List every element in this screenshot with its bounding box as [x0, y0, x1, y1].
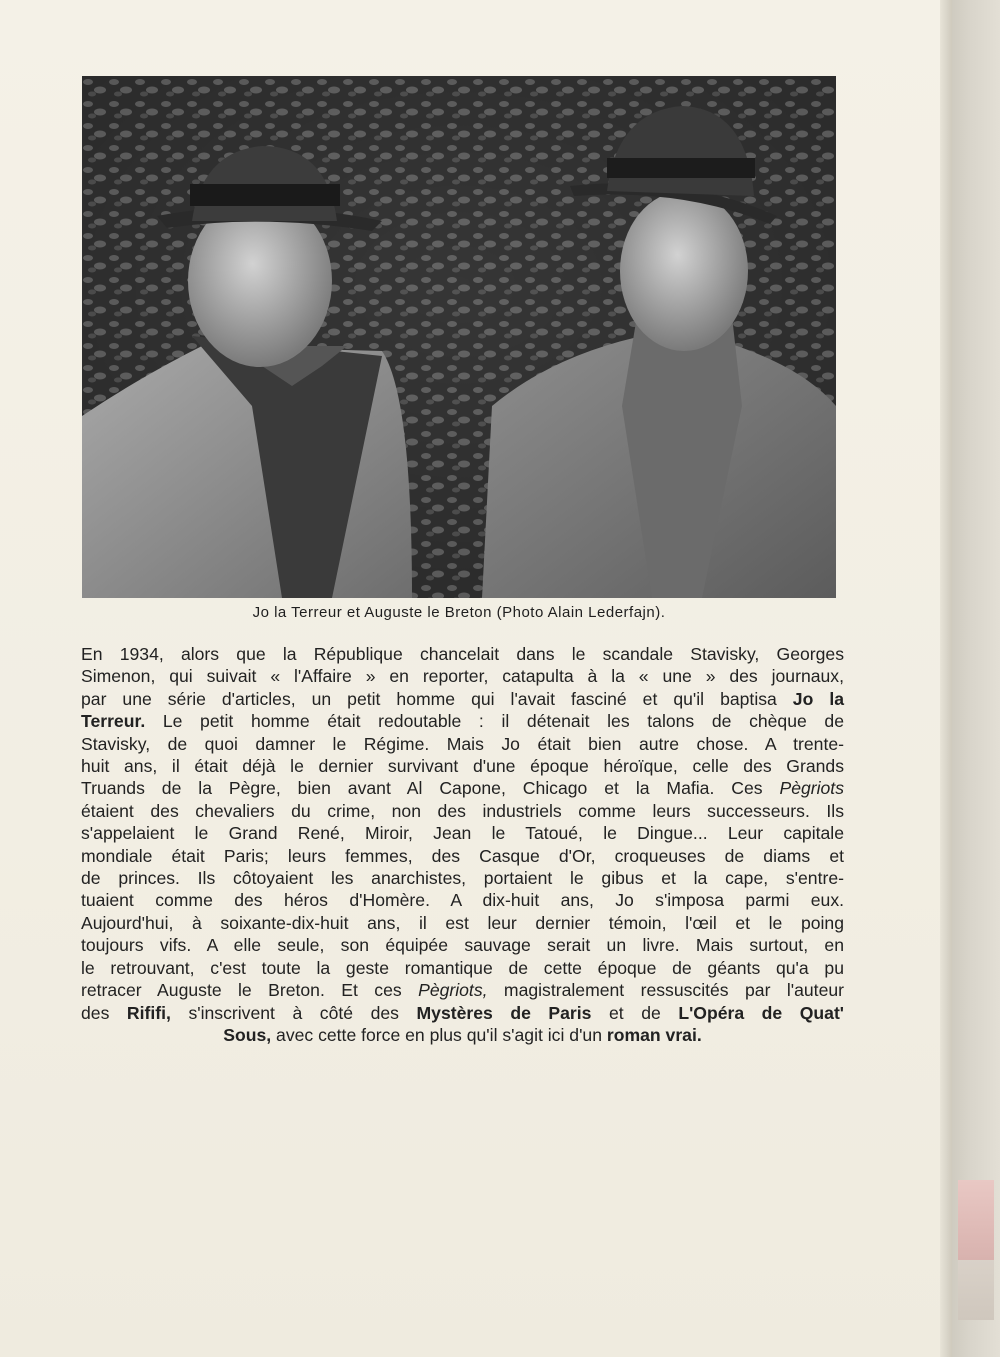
blurb-line	[81, 979, 844, 1001]
portrait-photo	[82, 76, 836, 598]
text-run: tuaient comme des héros d'Homère. A dix-huit ans, Jo s'imposa parmi eux.	[81, 890, 844, 911]
scan-edge-strip	[952, 0, 1000, 1357]
edge-color-mark	[958, 1180, 994, 1260]
blurb-line	[81, 665, 844, 687]
page-edge-shadow	[940, 0, 952, 1357]
blurb-line	[81, 755, 844, 777]
bold-text: L'Opéra de Quat'	[678, 1002, 844, 1023]
photo-caption: Jo la Terreur et Auguste le Breton (Photo Alain Lederfajn).	[252, 604, 666, 621]
text-run: étaient des chevaliers du crime, non des industriels comme leurs successeurs. Ils	[81, 800, 844, 821]
text-run: mondiale était Paris; leurs femmes, des Casque d'Or, croqueuses de diams et	[81, 845, 844, 866]
bold-text: Sous,	[223, 1024, 272, 1045]
text-run: Stavisky, de quoi damner le Régime. Mais Jo était bien autre chose. A trente-	[81, 733, 844, 754]
blurb-line	[81, 710, 844, 732]
text-run: toujours vifs. A elle seule, son équipée sauvage serait un livre. Mais surtout, en	[81, 935, 844, 956]
blurb-line	[81, 688, 844, 710]
blurb-line	[81, 912, 844, 934]
text-run: Simenon, qui suivait « l'Affaire » en reporter, catapulta à la « une » des journaux,	[81, 666, 844, 687]
bold-text: roman vrai.	[606, 1024, 702, 1045]
text-run: des	[81, 1002, 127, 1023]
blurb-line	[81, 845, 844, 867]
text-run: de princes. Ils côtoyaient les anarchistes, portaient le gibus et la cape, s'entre-	[81, 868, 844, 889]
bold-text: Jo la	[792, 688, 844, 709]
blurb-line	[81, 822, 844, 844]
blurb-line	[81, 1024, 844, 1046]
italic-text: Pègriots,	[418, 980, 488, 1001]
bold-text: Terreur.	[81, 711, 146, 732]
text-run: magistralement ressuscités par l'auteur	[487, 980, 844, 1001]
text-run: et de	[591, 1002, 679, 1023]
text-run: le retrouvant, c'est toute la geste romantique de cette époque de géants qu'a pu	[81, 957, 844, 978]
blurb-line	[81, 777, 844, 799]
photo-two-men-in-hats-icon	[82, 76, 836, 598]
blurb-line	[81, 934, 844, 956]
bold-text: Rififi,	[126, 1002, 171, 1023]
blurb-line	[81, 800, 844, 822]
text-run: s'inscrivent à côté des	[170, 1002, 417, 1023]
blurb-line	[81, 643, 844, 665]
blurb-line	[81, 1002, 844, 1024]
text-run: Truands de la Pègre, bien avant Al Capone, Chicago et la Mafia. Ces	[81, 778, 780, 799]
text-run: s'appelaient le Grand René, Miroir, Jean le Tatoué, le Dingue... Leur capitale	[81, 823, 844, 844]
edge-color-mark-lower	[958, 1260, 994, 1320]
text-run: par une série d'articles, un petit homme qui l'avait fasciné et qu'il baptisa	[81, 688, 793, 709]
bold-text: Mystères de Paris	[416, 1002, 592, 1023]
italic-text: Pègriots	[779, 778, 844, 799]
text-run: avec cette force en plus qu'il s'agit ici d'un	[271, 1024, 607, 1045]
blurb-line	[81, 733, 844, 755]
text-run: Le petit homme était redoutable : il détenait les talons de chèque de	[145, 711, 844, 732]
blurb-line	[81, 867, 844, 889]
text-run: Aujourd'hui, à soixante-dix-huit ans, il est leur dernier témoin, l'œil et le poing	[81, 912, 844, 933]
blurb-line	[81, 957, 844, 979]
text-run: retracer Auguste le Breton. Et ces	[81, 980, 419, 1001]
text-run: huit ans, il était déjà le dernier survivant d'une époque héroïque, celle des Grands	[81, 756, 844, 777]
back-cover-blurb	[81, 643, 844, 1046]
text-run: En 1934, alors que la République chancelait dans le scandale Stavisky, Georges	[81, 644, 844, 664]
blurb-line	[81, 889, 844, 911]
